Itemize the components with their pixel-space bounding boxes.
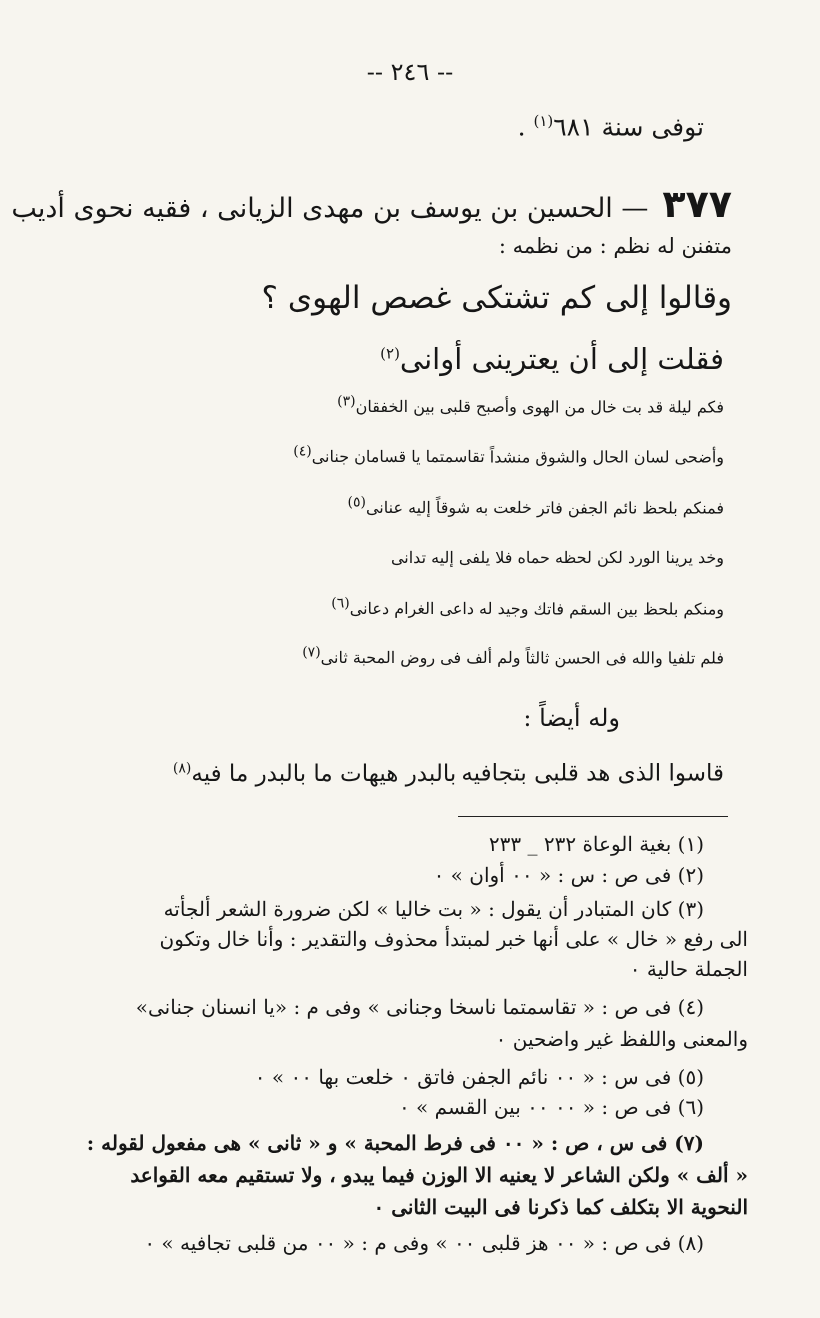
footnote-7-line-2: « ألف » ولكن الشاعر لا يعنيه الا الوزن فيما يبدو ، ولا تستقيم معه القواعد — [130, 1163, 748, 1187]
verse-first-hemistich: فكم ليلة قد بت خال من الهوى — [521, 397, 724, 417]
footnote-8: (٨) فى ص : « ٠٠ هز قلبى ٠٠ » وفى م : « ٠٠ من قلبى تجافيه » ٠ — [144, 1231, 704, 1255]
footnote-ref-3: (٣) — [337, 394, 356, 410]
verse-second-text: تقاسمتما يا قسامان جنانى — [311, 447, 485, 467]
footnote-1: (١) بغية الوعاة ٢٣٢ _ ٢٣٣ — [488, 832, 704, 856]
verse-second-text: بالبدر هيهات ما بالبدر ما فيه — [191, 760, 457, 787]
entry-subline: متفنن له نظم : من نظمه : — [498, 234, 732, 258]
footnote-ref-5: (٥) — [347, 495, 366, 511]
verse-first-hemistich: قاسوا الذى هد قلبى بتجافيه — [461, 760, 724, 787]
footnote-6: (٦) فى ص : « ٠٠ ٠٠ بين القسم » ٠ — [398, 1095, 704, 1119]
verse-row — [84, 645, 724, 681]
verse-second-hemistich: حماه فلا يلفى إليه تدانى — [390, 548, 550, 567]
footnote-ref-4: (٤) — [293, 444, 312, 460]
footnote-ref-6: (٦) — [331, 596, 350, 612]
death-year-line: توفى سنة ٦٨١$^{(١)}$ . — [517, 112, 704, 142]
verse-first-hemistich: وخد يرينا الورد لكن لحظه — [554, 548, 724, 567]
second-poem-intro: وله أيضاً : — [523, 704, 620, 732]
footnote-4-line-2: والمعنى واللفظ غير واضحين ٠ — [495, 1027, 748, 1051]
page-number: -- ٢٤٦ -- — [366, 58, 454, 86]
verse-second-text: خلعت به شوقاً إليه عنانى — [365, 498, 532, 518]
verse-second-text: ولم ألف فى روض المحبة ثانى — [320, 648, 521, 668]
footnote-4: (٤) فى ص : « تقاسمتما ناسخا وجنانى » وفى م : «يا انسنان جنانى» — [135, 995, 704, 1019]
footnote-7-line-3: النحوية الا بتكلف كما ذكرنا فى البيت الثانى ٠ — [373, 1195, 748, 1219]
verse-first-hemistich: وأضحى لسان الحال والشوق منشداً — [489, 447, 724, 467]
footnote-3-line-3: الجملة حالية ٠ — [629, 957, 748, 981]
verse-row — [84, 596, 724, 632]
verse-second-hemistich — [347, 495, 532, 518]
verse-first-hemistich: ومنكم بلحظ بين السقم فاتك — [533, 599, 724, 619]
verse-second-hemistich — [337, 394, 517, 417]
verse-row — [84, 495, 724, 531]
entry-title: — الحسين بن يوسف بن مهدى الزيانى ، فقيه نحوى أديب — [11, 193, 649, 224]
footnote-2: (٢) فى ص : س : « ٠٠ أوان » ٠ — [433, 863, 704, 887]
footnote-ref-1: (١) — [533, 112, 554, 130]
verse-second-hemistich — [302, 645, 521, 668]
poem-reply — [380, 342, 724, 376]
verse-first-hemistich: فلم تلفيا والله فى الحسن ثالثاً — [525, 648, 724, 668]
poem-opening: وقالوا إلى كم تشتكى غصص الهوى ؟ — [261, 280, 732, 316]
footnote-3: (٣) كان المتبادر أن يقول : « بت خاليا » لكن ضرورة الشعر ألجأته — [163, 897, 704, 921]
footnote-5: (٥) فى س : « ٠٠ نائم الجفن فاتق ٠ خلعت بها ٠٠ » ٠ — [254, 1065, 704, 1089]
footnote-ref-2: (٢) — [380, 344, 400, 363]
verse-second-hemistich — [293, 444, 485, 467]
verse-row — [84, 548, 724, 584]
verse-first-hemistich: فمنكم بلحظ نائم الجفن فاتر — [537, 498, 724, 518]
footnote-ref-7: (٧) — [302, 645, 321, 661]
poem-reply-text: فقلت إلى أن يعترينى أوانى — [399, 342, 724, 376]
death-year-text: توفى سنة ٦٨١ — [553, 112, 704, 142]
verse-second-hemistich — [331, 596, 529, 619]
verse-row — [84, 394, 724, 430]
verse-second-hemistich — [173, 761, 456, 787]
verse-row — [84, 760, 724, 796]
entry-number: ٣٧٧ — [662, 182, 732, 226]
footnote-divider — [458, 816, 728, 817]
verse-second-text: وجيد له داعى الغرام دعانى — [349, 599, 529, 619]
verse-second-text: وأصبح قلبى بين الخفقان — [355, 397, 517, 417]
verse-row — [84, 444, 724, 480]
footnote-7: (٧) فى س ، ص : « ٠٠ فى فرط المحبة » و « ثانى » هى مفعول لقوله : — [86, 1131, 704, 1155]
footnote-3-line-2: الى رفع « خال » على أنها خبر لمبتدأ محذوف والتقدير : وأنا خال وتكون — [159, 927, 748, 951]
footnote-ref-8: (٨) — [172, 760, 192, 776]
